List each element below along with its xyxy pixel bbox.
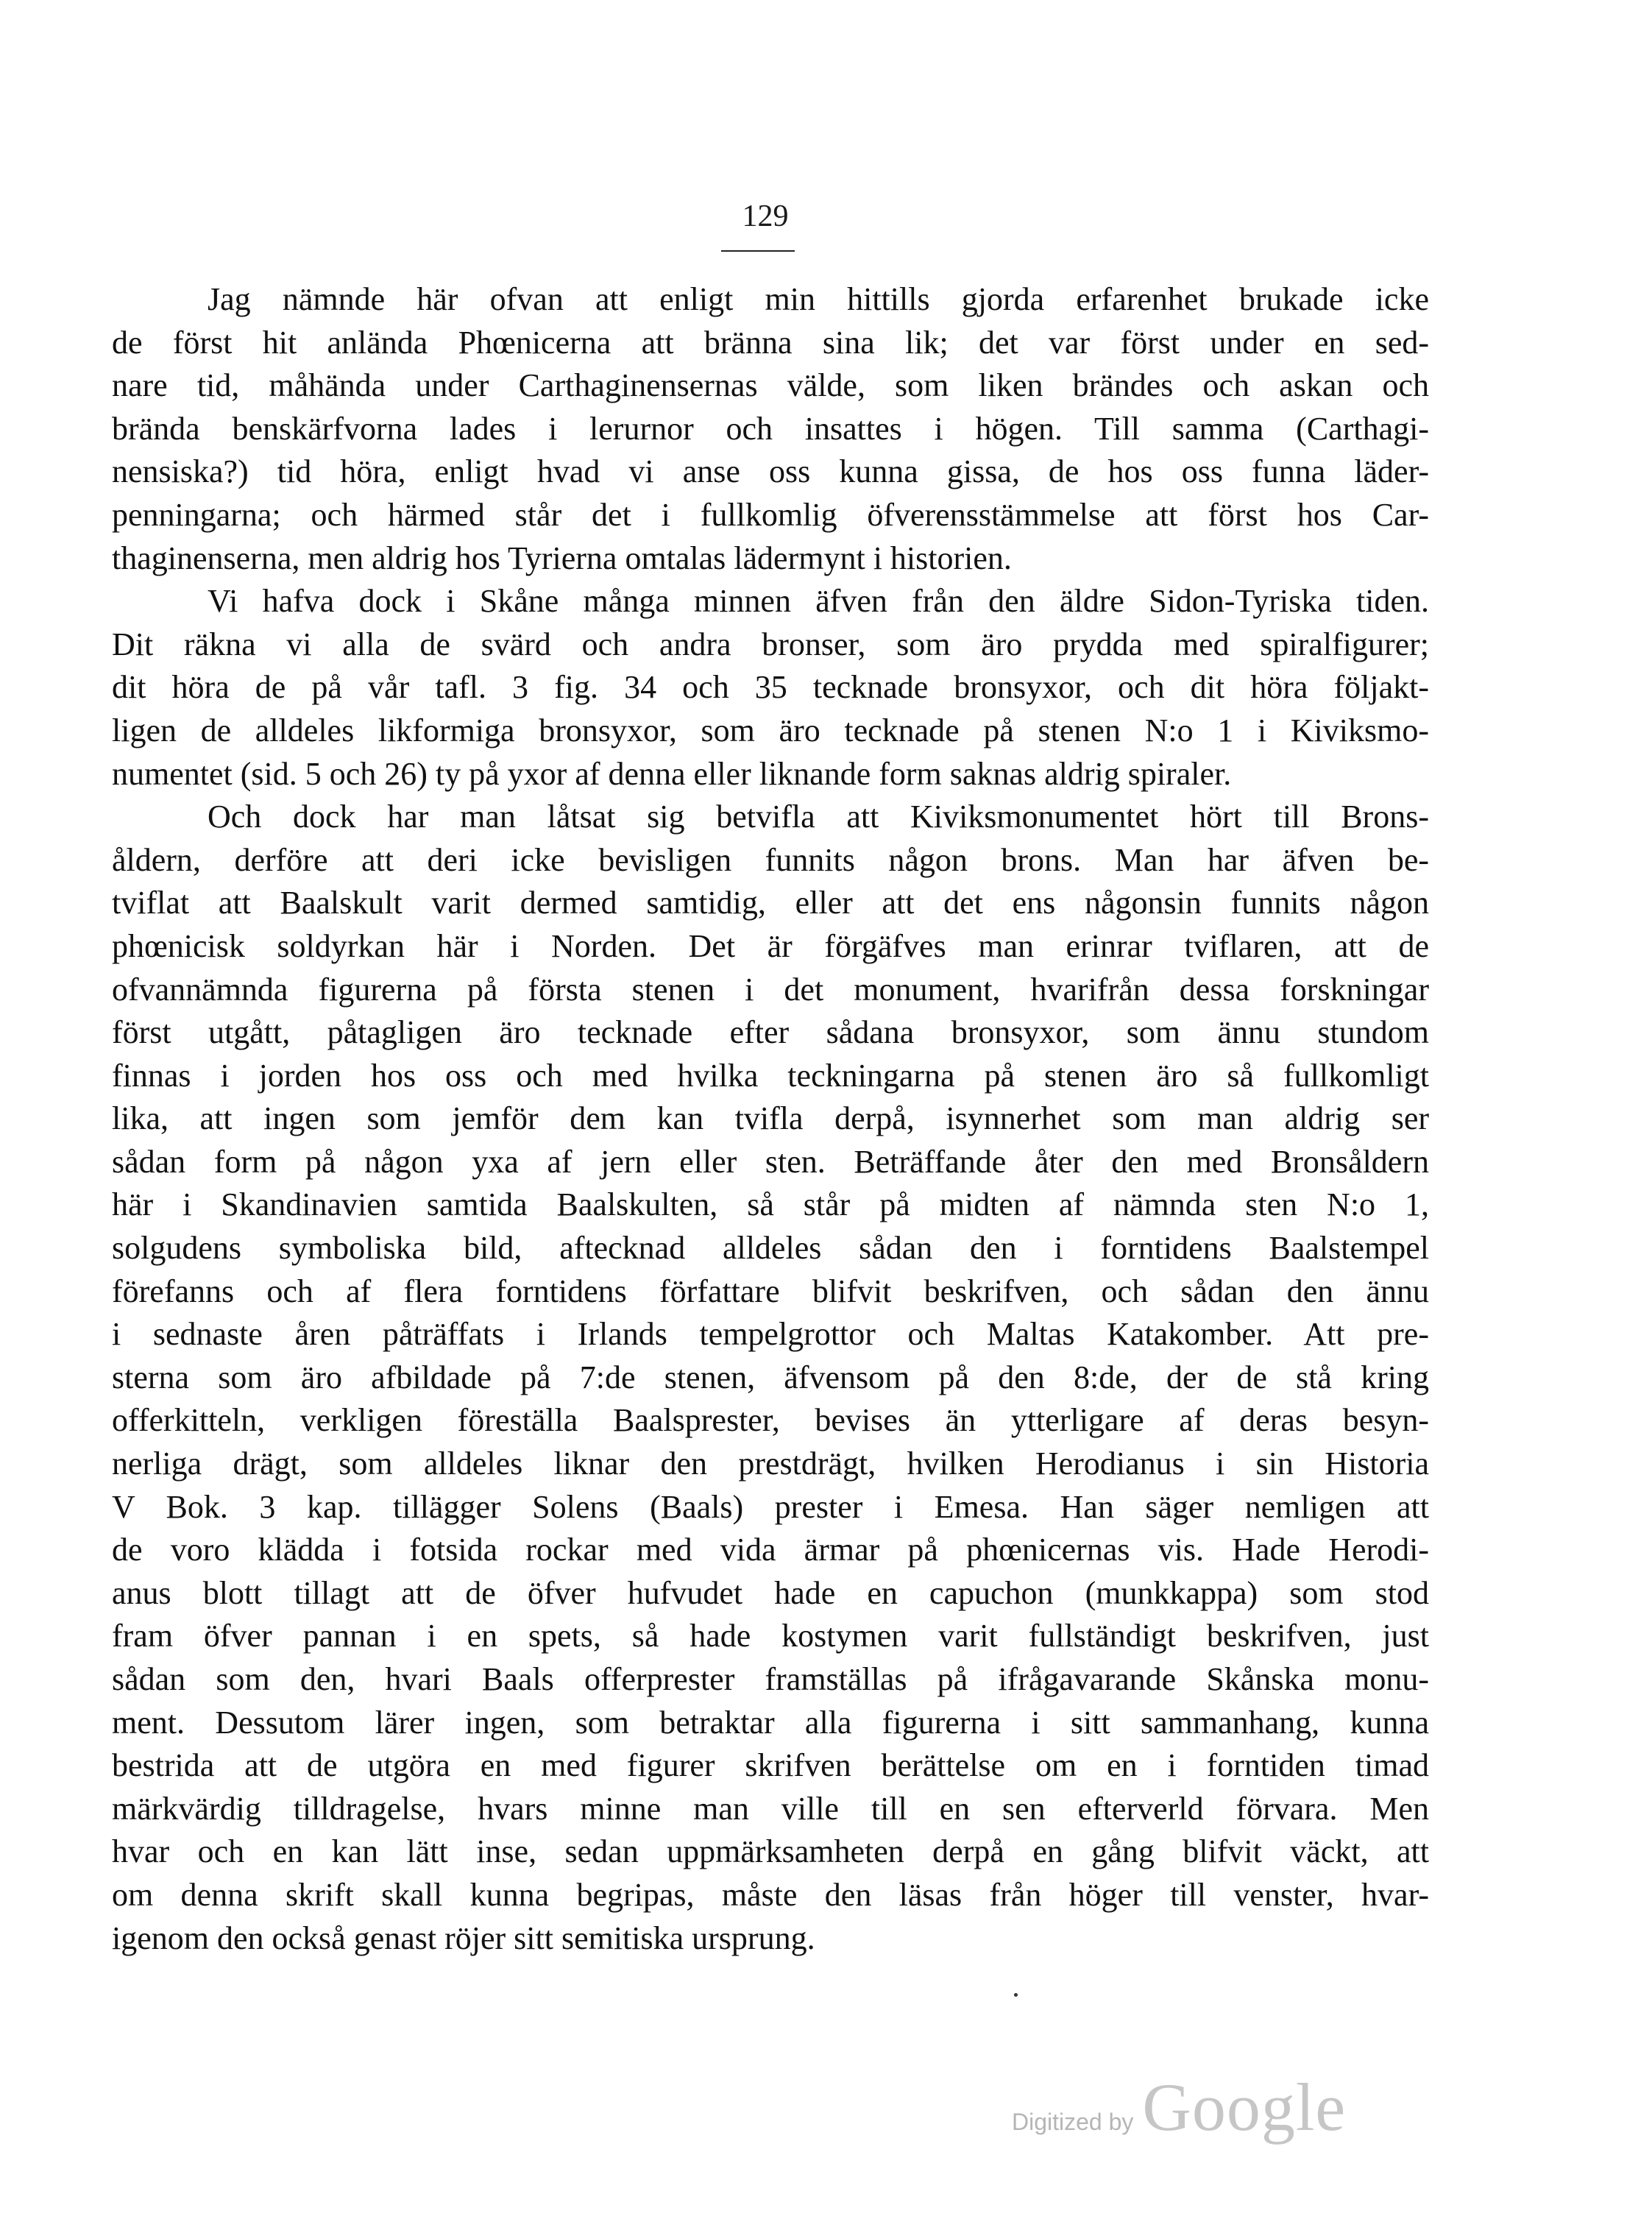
text-line: åldern, derföre att deri icke bevisligen funnits någon brons. Man har äfven be- — [112, 841, 1429, 878]
text-line: phœnicisk soldyrkan här i Norden. Det är förgäfves man erinrar tviflaren, att de — [112, 927, 1429, 964]
text-line: om denna skrift skall kunna begripas, måste den läsas från höger till venster, hvar- — [112, 1876, 1429, 1913]
text-line: nensiska?) tid höra, enligt hvad vi anse oss kunna gissa, de hos oss funna läder- — [112, 453, 1429, 490]
text-line: ment. Dessutom lärer ingen, som betraktar alla figurerna i sitt sammanhang, kunna — [112, 1704, 1429, 1741]
page-number-rule — [721, 250, 795, 252]
stray-mark — [1014, 1993, 1018, 1997]
text-line: V Bok. 3 kap. tillägger Solens (Baals) prester i Emesa. Han säger nemligen att — [112, 1488, 1429, 1525]
text-line: numentet (sid. 5 och 26) ty på yxor af denna eller liknande form saknas aldrig spiraler. — [112, 755, 1232, 792]
text-line: Vi hafva dock i Skåne många minnen äfven från den äldre Sidon-Tyriska tiden. — [208, 583, 1429, 620]
text-line: bestrida att de utgöra en med figurer skrifven berättelse om en i forntiden timad — [112, 1747, 1429, 1784]
text-line: Jag nämnde här ofvan att enligt min hittills gjorda erfarenhet brukade icke — [208, 281, 1429, 317]
text-line: fram öfver pannan i en spets, så hade kostymen varit fullständigt beskrifven, just — [112, 1618, 1429, 1654]
text-line: brända benskärfvorna lades i lerurnor och insattes i högen. Till samma (Carthagi- — [112, 410, 1429, 447]
text-line: Dit räkna vi alla de svärd och andra bronser, som äro prydda med spiralfigurer; — [112, 626, 1429, 662]
text-line: ofvannämnda figurerna på första stenen i det monument, hvarifrån dessa forskningar — [112, 971, 1429, 1008]
text-line: sådan form på någon yxa af jern eller sten. Beträffande åter den med Bronsåldern — [112, 1143, 1429, 1180]
text-line: dit höra de på vår tafl. 3 fig. 34 och 35 tecknade bronsyxor, och dit höra följakt- — [112, 669, 1429, 706]
text-line: tviflat att Baalskult varit dermed samtidig, eller att det ens någonsin funnits någon — [112, 885, 1429, 921]
text-line: thaginenserna, men aldrig hos Tyrierna omtalas lädermynt i historien. — [112, 539, 1012, 576]
digitization-watermark — [1012, 2068, 1347, 2145]
text-line: nare tid, måhända under Carthaginensernas välde, som liken brändes och askan och — [112, 367, 1429, 404]
text-line: de voro klädda i fotsida rockar med vida ärmar på phœnicernas vis. Hade Herodi- — [112, 1532, 1429, 1568]
text-line: solgudens symboliska bild, aftecknad alldeles sådan den i forntidens Baalstempel — [112, 1230, 1429, 1267]
text-line: sterna som äro afbildade på 7:de stenen, äfvensom på den 8:de, der de stå kring — [112, 1359, 1429, 1395]
text-line: de först hit anlända Phœnicerna att bränna sina lik; det var först under en sed- — [112, 324, 1429, 361]
text-line: igenom den också genast röjer sitt semitiska ursprung. — [112, 1919, 815, 1956]
text-line: sådan som den, hvari Baals offerprester framställas på ifrågavarande Skånska monu- — [112, 1661, 1429, 1697]
text-line: här i Skandinavien samtida Baalskulten, så står på midten af nämnda sten N:o 1, — [112, 1186, 1429, 1223]
body-text — [112, 278, 1429, 1960]
text-line: ligen de alldeles likformiga bronsyxor, som äro tecknade på stenen N:o 1 i Kiviksmo- — [112, 712, 1429, 748]
text-line: först utgått, påtagligen äro tecknade efter sådana bronsyxor, som ännu stundom — [112, 1014, 1429, 1051]
google-logo: Google — [1142, 2070, 1347, 2145]
text-line: hvar och en kan lätt inse, sedan uppmärksamheten derpå en gång blifvit väckt, att — [112, 1833, 1429, 1870]
page-number: 129 — [742, 199, 789, 233]
watermark-prefix: Digitized by — [1012, 2109, 1134, 2135]
text-line: offerkitteln, verkligen föreställa Baalsprester, bevises än ytterligare af deras besyn- — [112, 1402, 1429, 1439]
text-line: anus blott tillagt att de öfver hufvudet hade en capuchon (munkkappa) som stod — [112, 1574, 1429, 1611]
text-line: förefanns och af flera forntidens författare blifvit beskrifven, och sådan den ännu — [112, 1273, 1429, 1309]
text-line: i sednaste åren påträffats i Irlands tempelgrottor och Maltas Katakomber. Att pre- — [112, 1316, 1429, 1353]
text-line: lika, att ingen som jemför dem kan tvifla derpå, isynnerhet som man aldrig ser — [112, 1100, 1429, 1137]
text-line: penningarna; och härmed står det i fullkomlig öfverensstämmelse att först hos Car- — [112, 496, 1429, 533]
text-line: finnas i jorden hos oss och med hvilka teckningarna på stenen äro så fullkomligt — [112, 1057, 1429, 1094]
text-line: Och dock har man låtsat sig betvifla att Kiviksmonumentet hört till Brons- — [208, 799, 1429, 835]
text-line: nerliga drägt, som alldeles liknar den prestdrägt, hvilken Herodianus i sin Historia — [112, 1445, 1429, 1482]
text-line: märkvärdig tilldragelse, hvars minne man ville till en sen efterverld förvara. Men — [112, 1790, 1429, 1827]
